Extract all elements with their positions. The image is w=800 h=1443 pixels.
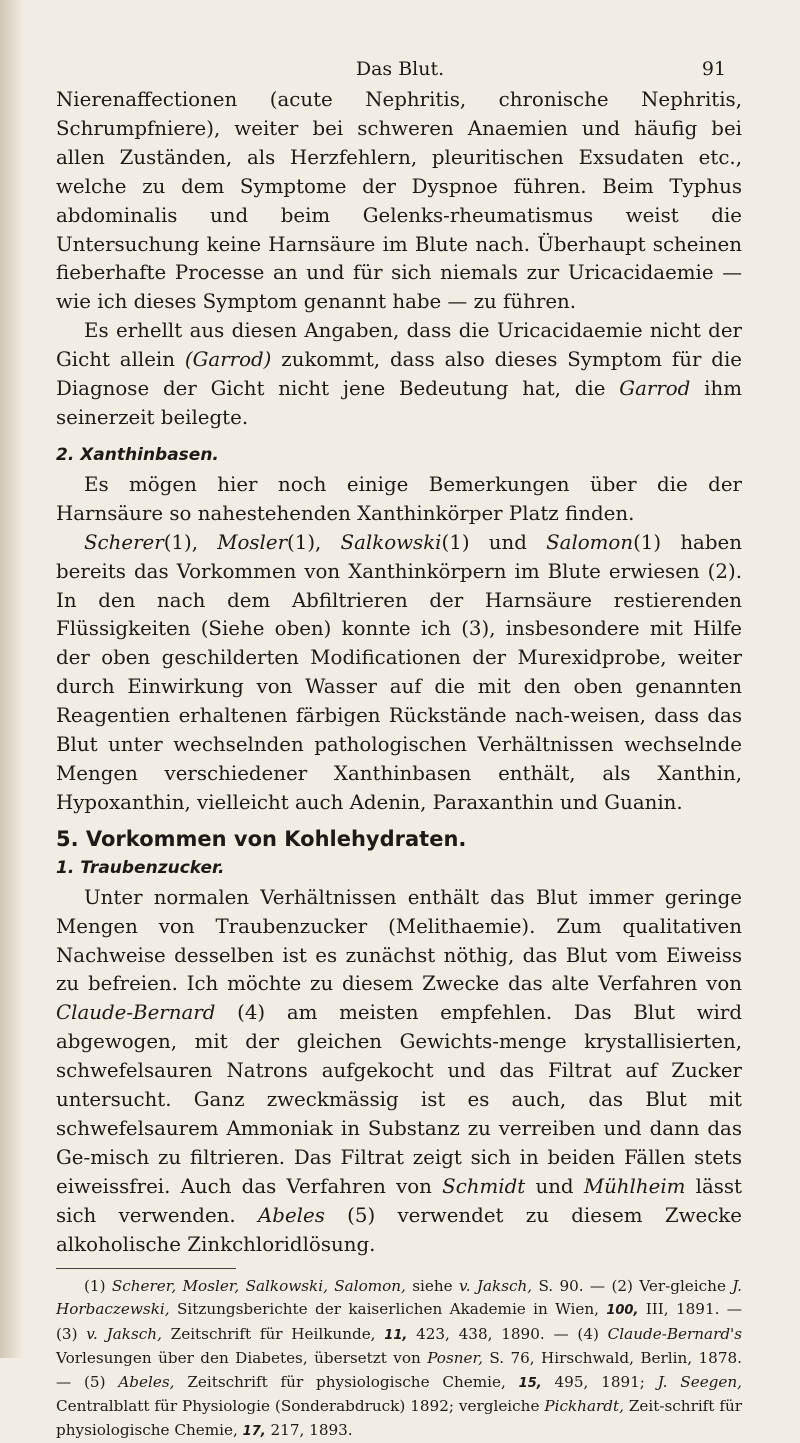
subsection-heading: 2. Xanthinbasen. (56, 444, 219, 465)
author-name: Scherer (84, 530, 164, 554)
paragraph: Nierenaffectionen (acute Nephritis, chronische Nephritis, Schrumpfniere), weiter bei schweren Anaemien und häufig bei allen Zuständen, als Herzfehlern, pleuritischen Exsudaten etc., welche zu dem Symptome der Dyspnoe führen. Beim Typhus abdominalis und beim Gelenks-rheumatismus weist die Untersuchung keine Harnsäure im Blute nach. Überhaupt scheinen fieberhafte Processe an und für sich niemals zur Uricacidaemie — wie ich dieses Symptom genannt habe — zu führen. (56, 88, 742, 314)
author-name: Salomon (546, 530, 634, 554)
author-name: Garrod (619, 377, 691, 401)
author-name: Salkowski (340, 530, 442, 554)
section-heading: 5. Vorkommen von Kohlehydraten. (56, 826, 467, 851)
footnote: (1) Scherer, Mosler, Salkowski, Salomon, siehe v. Jaksch, S. 90. — (2) Ver-gleiche J. Horbaczewski, Sitzungsberichte der kaiserlichen Akademie in Wien, 100, III, 1891. — (3) v. Jaksch, Zeitschrift für Heilkunde, 11, 423, 438, 1890. — (4) Claude-Bernard's Vorlesungen über den Diabetes, übersetzt von Posner, S. 76, Hirschwald, Berlin, 1878. — (5) Abeles, Zeitschrift für physiologische Chemie, 15, 495, 1891; J. Seegen, Centralblatt für Physiologie (Sonderabdruck) 1892; vergleiche Pickhardt, Zeit-schrift für physiologische Chemie, 17, 217, 1893. (56, 1276, 743, 1439)
paragraph: Scherer(1), Mosler(1), Salkowski(1) und Salomon(1) haben bereits das Vorkommen von Xanthinkörpern im Blute erwiesen (2). In den nach dem Abfiltrieren der Harnsäure restierenden Flüssigkeiten (Siehe oben) konnte ich (3), insbesondere mit Hilfe der oben geschilderten Modificationen der Murexidprobe, weiter durch Einwirkung von Wasser auf die mit den oben genannten Reagentien erhaltenen färbigen Rückstände nach-weisen, dass das Blut unter wechselnden pathologischen Verhältnissen wechselnde Mengen verschiedener Xanthinbasen enthält, als Xanthin, Hypoxanthin, vielleicht auch Adenin, Paraxanthin und Guanin. (56, 530, 742, 814)
paragraph: Es erhellt aus diesen Angaben, dass die Uricacidaemie nicht der Gicht allein (Garrod) zukommt, dass also dieses Symptom für die Diagnose der Gicht nicht jene Bedeutung hat, die Garrod ihm seinerzeit beilegte. (56, 319, 742, 429)
running-head (0, 58, 800, 88)
author-name: Mühlheim (583, 1174, 686, 1198)
running-title: Das Blut. (355, 58, 445, 80)
author-name: (Garrod) (184, 348, 272, 372)
page-number: 91 (701, 58, 726, 80)
author-name: Abeles (258, 1203, 325, 1227)
author-name: Mosler (217, 530, 288, 554)
author-name: Claude-Bernard (56, 1001, 216, 1025)
page-body (56, 86, 742, 1443)
author-name: Schmidt (442, 1174, 526, 1198)
paragraph: Es mögen hier noch einige Bemerkungen über die der Harnsäure so nahestehenden Xanthinkörper Platz finden. (56, 472, 742, 525)
page-edge-shadow (0, 0, 24, 1358)
paragraph: Unter normalen Verhältnissen enthält das Blut immer geringe Mengen von Traubenzucker (Melithaemie). Zum qualitativen Nachweise desselben ist es zunächst nöthig, das Blut vom Eiweiss zu befreien. Ich möchte zu diesem Zwecke das alte Verfahren von Claude-Bernard (4) am meisten empfehlen. Das Blut wird abgewogen, mit der gleichen Gewichts-menge krystallisierten, schwefelsauren Natrons aufgekocht und das Filtrat auf Zucker untersucht. Ganz zweckmässig ist es auch, das Blut mit schwefelsaurem Ammoniak in Substanz zu verreiben und dann das Ge-misch zu filtrieren. Das Filtrat zeigt sich in beiden Fällen stets eiweissfrei. Auch das Verfahren von Schmidt und Mühlheim lässt sich verwenden. Abeles (5) verwendet zu diesem Zwecke alkoholische Zinkchloridlösung. (56, 885, 742, 1256)
footnotes (56, 1275, 742, 1443)
subsection-heading: 1. Traubenzucker. (56, 857, 225, 878)
footnote-divider (56, 1268, 236, 1269)
